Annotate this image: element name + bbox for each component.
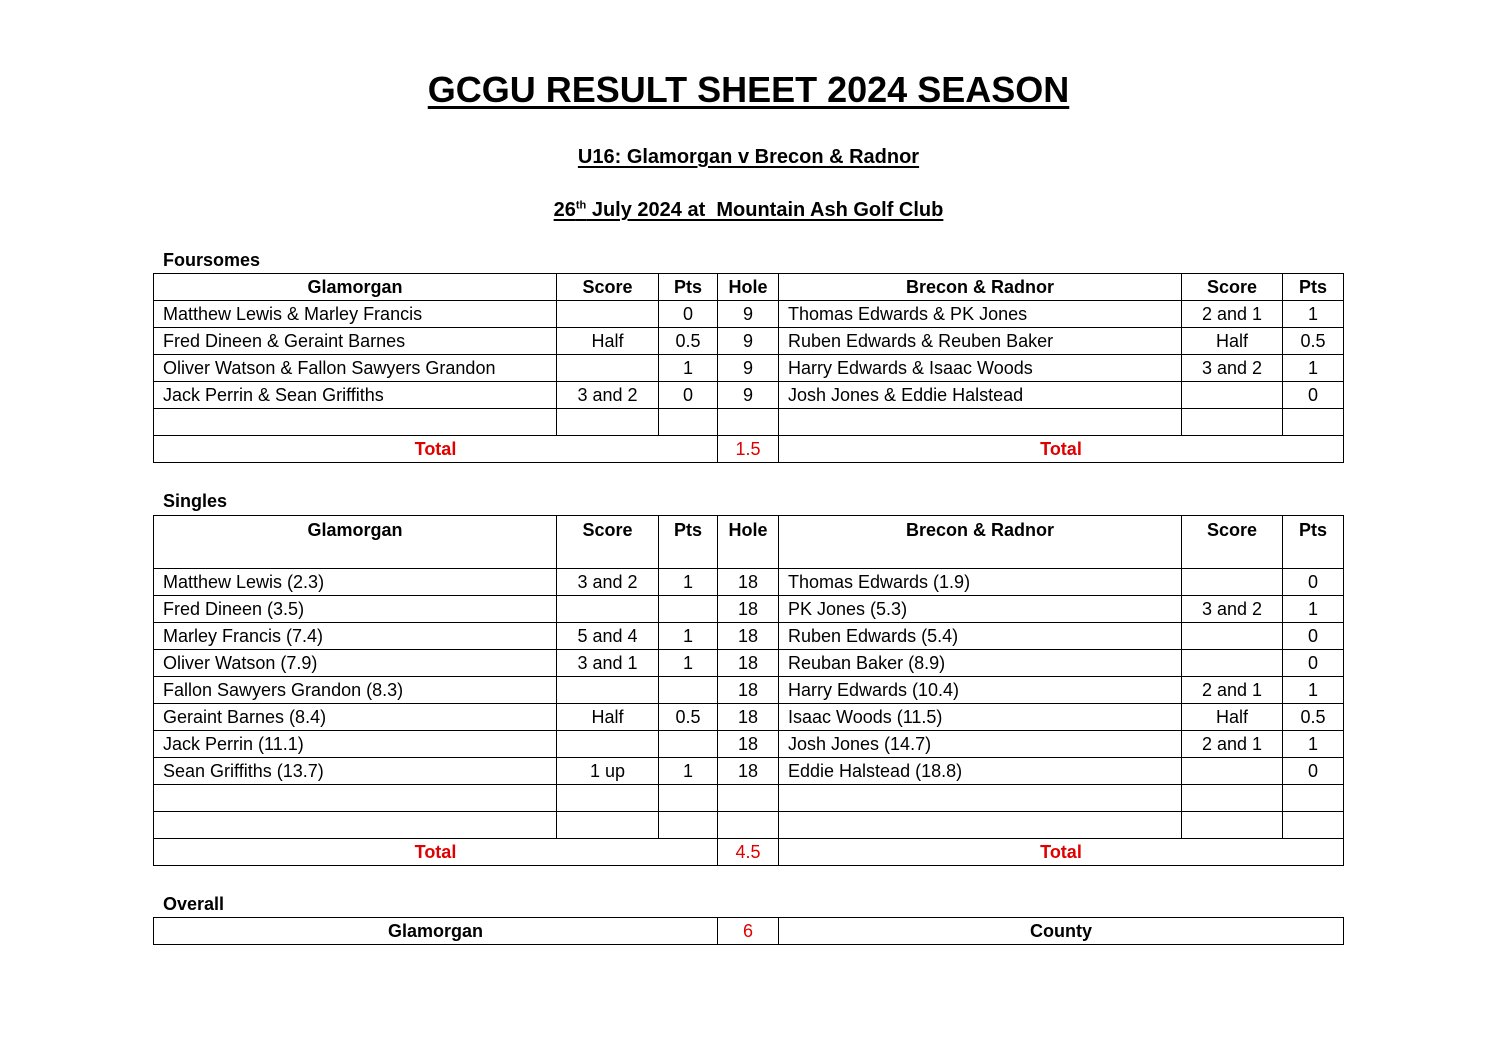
home-player-cell: Sean Griffiths (13.7) [154, 758, 557, 785]
foursomes-table [153, 273, 1344, 463]
home-player-cell: Fallon Sawyers Grandon (8.3) [154, 677, 557, 704]
away-player-cell: Thomas Edwards (1.9) [779, 569, 1182, 596]
home-score-cell [557, 812, 659, 839]
away-score-cell [1182, 785, 1283, 812]
header-hole: Hole [718, 516, 779, 569]
header-home-team: Glamorgan [154, 274, 557, 301]
hole-cell: 18 [718, 758, 779, 785]
hole-cell: 18 [718, 569, 779, 596]
home-player-cell: Marley Francis (7.4) [154, 623, 557, 650]
away-total-label: Total [779, 436, 1344, 463]
overall-row [154, 918, 1344, 945]
home-pts-cell [659, 596, 718, 623]
table-row [154, 301, 1344, 328]
table-row [154, 382, 1344, 409]
away-pts-cell: 1 [1283, 596, 1344, 623]
home-player-cell: Oliver Watson & Fallon Sawyers Grandon [154, 355, 557, 382]
home-score-cell: 3 and 2 [557, 382, 659, 409]
home-player-cell: Geraint Barnes (8.4) [154, 704, 557, 731]
home-player-cell: Matthew Lewis & Marley Francis [154, 301, 557, 328]
home-player-cell: Fred Dineen (3.5) [154, 596, 557, 623]
overall-home-total: 6 [718, 918, 779, 945]
home-score-cell [557, 355, 659, 382]
singles-table [153, 515, 1344, 866]
away-score-cell [1182, 758, 1283, 785]
table-header-row [154, 516, 1344, 569]
header-home-score: Score [557, 274, 659, 301]
overall-table [153, 917, 1344, 945]
away-score-cell: 2 and 1 [1182, 677, 1283, 704]
header-away-score: Score [1182, 516, 1283, 569]
away-pts-cell: 0.5 [1283, 704, 1344, 731]
table-row [154, 731, 1344, 758]
away-score-cell [1182, 569, 1283, 596]
hole-cell: 18 [718, 623, 779, 650]
hole-cell [718, 812, 779, 839]
home-player-cell [154, 812, 557, 839]
total-row [154, 436, 1344, 463]
table-row [154, 650, 1344, 677]
away-player-cell: Thomas Edwards & PK Jones [779, 301, 1182, 328]
away-pts-cell: 1 [1283, 677, 1344, 704]
hole-cell: 18 [718, 704, 779, 731]
table-row [154, 355, 1344, 382]
away-player-cell: Josh Jones (14.7) [779, 731, 1182, 758]
hole-cell [718, 409, 779, 436]
away-score-cell [1182, 650, 1283, 677]
home-score-cell: 3 and 2 [557, 569, 659, 596]
match-date-venue: 26th July 2024 at Mountain Ash Golf Club [553, 199, 944, 221]
hole-cell: 18 [718, 596, 779, 623]
away-player-cell: Eddie Halstead (18.8) [779, 758, 1182, 785]
away-score-cell: Half [1182, 328, 1283, 355]
table-row [154, 569, 1344, 596]
page-title: GCGU RESULT SHEET 2024 SEASON [427, 69, 1070, 110]
home-total-label: Total [154, 436, 718, 463]
away-player-cell: PK Jones (5.3) [779, 596, 1182, 623]
home-pts-cell: 1 [659, 355, 718, 382]
home-player-cell [154, 409, 557, 436]
table-row [154, 758, 1344, 785]
home-player-cell [154, 785, 557, 812]
home-pts-cell [659, 731, 718, 758]
table-row [154, 704, 1344, 731]
home-score-cell: Half [557, 704, 659, 731]
home-pts-cell [659, 785, 718, 812]
home-pts-cell: 1 [659, 623, 718, 650]
home-player-cell: Jack Perrin (11.1) [154, 731, 557, 758]
away-score-cell: 3 and 2 [1182, 355, 1283, 382]
home-score-cell [557, 731, 659, 758]
home-player-cell: Jack Perrin & Sean Griffiths [154, 382, 557, 409]
away-pts-cell: 0 [1283, 623, 1344, 650]
home-player-cell: Fred Dineen & Geraint Barnes [154, 328, 557, 355]
away-pts-cell [1283, 812, 1344, 839]
hole-cell: 9 [718, 328, 779, 355]
away-player-cell: Reuban Baker (8.9) [779, 650, 1182, 677]
home-pts-cell: 1 [659, 758, 718, 785]
overall-label: Overall [163, 894, 225, 914]
table-row [154, 328, 1344, 355]
home-pts-cell [659, 677, 718, 704]
header-away-pts: Pts [1283, 274, 1344, 301]
singles-label: Singles [163, 491, 228, 511]
overall-home-label: Glamorgan [154, 918, 718, 945]
home-pts-cell: 0 [659, 301, 718, 328]
away-player-cell: Ruben Edwards (5.4) [779, 623, 1182, 650]
total-row [154, 839, 1344, 866]
away-player-cell: Harry Edwards & Isaac Woods [779, 355, 1182, 382]
home-player-cell: Oliver Watson (7.9) [154, 650, 557, 677]
away-score-cell: 2 and 1 [1182, 301, 1283, 328]
home-total-label: Total [154, 839, 718, 866]
away-total-label: Total [779, 839, 1344, 866]
hole-cell: 18 [718, 731, 779, 758]
away-player-cell [779, 812, 1182, 839]
home-total-value: 4.5 [718, 839, 779, 866]
away-pts-cell [1283, 785, 1344, 812]
away-score-cell [1182, 812, 1283, 839]
away-score-cell: Half [1182, 704, 1283, 731]
table-row [154, 596, 1344, 623]
away-pts-cell: 0 [1283, 382, 1344, 409]
away-player-cell: Ruben Edwards & Reuben Baker [779, 328, 1182, 355]
table-row [154, 677, 1344, 704]
header-away-team: Brecon & Radnor [779, 516, 1182, 569]
header-home-team: Glamorgan [154, 516, 557, 569]
away-player-cell [779, 785, 1182, 812]
away-player-cell: Harry Edwards (10.4) [779, 677, 1182, 704]
hole-cell: 18 [718, 677, 779, 704]
home-score-cell [557, 409, 659, 436]
away-player-cell: Isaac Woods (11.5) [779, 704, 1182, 731]
hole-cell [718, 785, 779, 812]
home-pts-cell: 1 [659, 650, 718, 677]
table-row [154, 812, 1344, 839]
home-score-cell [557, 785, 659, 812]
table-row [154, 409, 1344, 436]
table-row [154, 785, 1344, 812]
home-pts-cell [659, 812, 718, 839]
header-home-pts: Pts [659, 516, 718, 569]
overall-away-label: County [779, 918, 1344, 945]
home-score-cell: 3 and 1 [557, 650, 659, 677]
away-pts-cell: 0 [1283, 758, 1344, 785]
header-home-score: Score [557, 516, 659, 569]
away-pts-cell: 0 [1283, 569, 1344, 596]
header-away-pts: Pts [1283, 516, 1344, 569]
hole-cell: 18 [718, 650, 779, 677]
away-player-cell [779, 409, 1182, 436]
home-score-cell: Half [557, 328, 659, 355]
away-score-cell [1182, 409, 1283, 436]
hole-cell: 9 [718, 382, 779, 409]
away-player-cell: Josh Jones & Eddie Halstead [779, 382, 1182, 409]
home-pts-cell: 0.5 [659, 328, 718, 355]
away-score-cell [1182, 382, 1283, 409]
away-pts-cell: 0 [1283, 650, 1344, 677]
home-score-cell [557, 301, 659, 328]
hole-cell: 9 [718, 355, 779, 382]
away-score-cell: 3 and 2 [1182, 596, 1283, 623]
home-player-cell: Matthew Lewis (2.3) [154, 569, 557, 596]
match-subtitle: U16: Glamorgan v Brecon & Radnor [577, 146, 920, 168]
home-pts-cell [659, 409, 718, 436]
home-score-cell: 1 up [557, 758, 659, 785]
header-away-score: Score [1182, 274, 1283, 301]
away-score-cell: 2 and 1 [1182, 731, 1283, 758]
home-score-cell [557, 596, 659, 623]
home-pts-cell: 1 [659, 569, 718, 596]
away-pts-cell [1283, 409, 1344, 436]
header-home-pts: Pts [659, 274, 718, 301]
home-score-cell: 5 and 4 [557, 623, 659, 650]
away-pts-cell: 1 [1283, 731, 1344, 758]
away-score-cell [1182, 623, 1283, 650]
hole-cell: 9 [718, 301, 779, 328]
away-pts-cell: 0.5 [1283, 328, 1344, 355]
header-hole: Hole [718, 274, 779, 301]
header-away-team: Brecon & Radnor [779, 274, 1182, 301]
foursomes-label: Foursomes [163, 250, 261, 270]
home-pts-cell: 0 [659, 382, 718, 409]
away-pts-cell: 1 [1283, 301, 1344, 328]
home-pts-cell: 0.5 [659, 704, 718, 731]
table-header-row [154, 274, 1344, 301]
table-row [154, 623, 1344, 650]
home-score-cell [557, 677, 659, 704]
away-pts-cell: 1 [1283, 355, 1344, 382]
home-total-value: 1.5 [718, 436, 779, 463]
